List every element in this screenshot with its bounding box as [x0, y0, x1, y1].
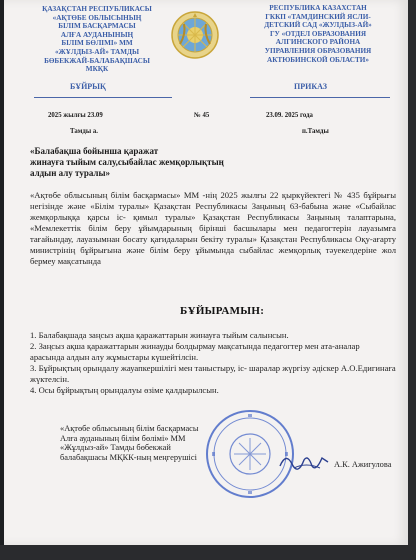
header-right-line: АЛГИНСКОГО РАЙОНА — [275, 38, 361, 47]
header-left-line: МКҚК — [85, 65, 109, 74]
header-right — [248, 4, 388, 64]
title-line: жинауға тыйым салу,сыбайлас жемқорлықтың — [30, 156, 224, 167]
header-left-line: ҚАЗАҚСТАН РЕСПУБЛИКАСЫ — [42, 5, 152, 13]
header-left-line: «ЖҰЛДЫЗ-АЙ» ТАМДЫ — [54, 47, 140, 56]
handwritten-signature-icon — [276, 448, 332, 474]
header-left-line: БӨБЕКЖАЙ-БАЛАБАҚШАСЫ — [44, 56, 150, 65]
order-items — [30, 330, 396, 396]
page-edge-shadow — [408, 0, 416, 560]
doc-type-ru: ПРИКАЗ — [294, 82, 327, 91]
signature-line: балабақшасы МҚКК-ның меңгерушісі — [60, 452, 197, 462]
order-title — [30, 146, 280, 178]
header-right-line: УПРАВЛЕНИЯ ОБРАЗОВАНИЯ — [264, 46, 372, 55]
header-left-line: «АҚТӨБЕ ОБЛЫСЫНЫҢ — [52, 13, 142, 22]
title-line: алдын алу туралы» — [30, 167, 110, 178]
header-divider — [34, 97, 172, 98]
order-item: 3. Бұйрықтың орындалу жауапкершілігі мен таныстыру, іс- шаралар жүргізу әдіскер А.О.Едигинаға жүктелсін. — [30, 363, 396, 384]
header-left-line: БІЛІМ БӨЛІМІ» ММ — [61, 39, 133, 48]
header-right-line: ДЕТСКИЙ САД «ЖУЛДЫЗ-АЙ» — [264, 21, 372, 30]
signature-line: «Жұлдыз-ай» Тамды бөбекжай — [60, 443, 171, 453]
background-surface — [0, 545, 416, 560]
header-left-line: БІЛІМ БАСҚАРМАСЫ — [58, 22, 136, 31]
state-emblem-icon — [170, 10, 220, 60]
signature-line: «Ақтөбе облысының білім басқармасы — [60, 424, 199, 433]
header-left-line: АЛҒА АУДАНЫНЫҢ — [60, 30, 134, 39]
title-line: «Балабақша бойынша қаражат — [30, 146, 159, 156]
header-right-line: РЕСПУБЛИКА КАЗАХСТАН — [269, 4, 367, 12]
order-item: 2. Заңсыз ақша қаражаттарын жинауды болдырмау мақсатында педагогтер мен ата-аналар арасында алдын алу жұмыстары күшейтілсін. — [30, 341, 360, 362]
document-page — [4, 0, 408, 545]
place-kz: Тамды а. — [70, 128, 98, 135]
order-number: № 45 — [194, 112, 210, 119]
place-ru: п.Тамды — [302, 128, 329, 135]
doc-type-kz: БҰЙРЫҚ — [70, 82, 106, 91]
order-item: 1. Балабақшада заңсыз ақша қаражаттарын жинауға тыйым салынсын. — [30, 330, 289, 340]
order-heading: БҰЙЫРАМЫН: — [180, 305, 265, 317]
date-ru: 23.09. 2025 года — [266, 112, 313, 119]
header-left — [32, 5, 162, 74]
header-right-line: ГККП «ТАМДИНСКИЙ ЯСЛИ- — [265, 12, 371, 21]
signature-line: Алға ауданының білім бөлімі» ММ — [60, 433, 186, 443]
signatory-name: А.К. Ажигулова — [334, 460, 392, 469]
preamble-paragraph: «Ақтөбе облысының білім басқармасы» ММ -нің 2025 жылғы 22 қыркүйектегі № 435 бұйрығы негізінде және «Білім туралы» Қазақстан Республикасы Заңының 63-бабына және «Сыбайлас жемқорлыққа қарсы іс- қимыл туралы» Қазақстан Республикасы Заңының талаптарына, «Мемлекеттік білім беру ұйымдарының бірінші басшылары мен педагогтерін лауазымға тағайындау, лауазымнан босату қағидаларын бекіту туралы» Қазақстан Республикасы Оқу-ағарту министрінің бұйрығына және білім беру ұйымында сыбайлас жемқорлық тәуекелдеріне жол бермеу мақсатында — [30, 190, 396, 266]
header-divider — [250, 97, 390, 98]
order-item: 4. Осы бұйрықтың орындалуы өзіме қалдырылсын. — [30, 385, 219, 395]
date-kz: 2025 жылғы 23.09 — [48, 112, 103, 119]
header-right-line: АКТЮБИНСКОЙ ОБЛАСТИ» — [267, 55, 369, 64]
header-right-line: ГУ «ОТДЕЛ ОБРАЗОВАНИЯ — [269, 29, 367, 38]
